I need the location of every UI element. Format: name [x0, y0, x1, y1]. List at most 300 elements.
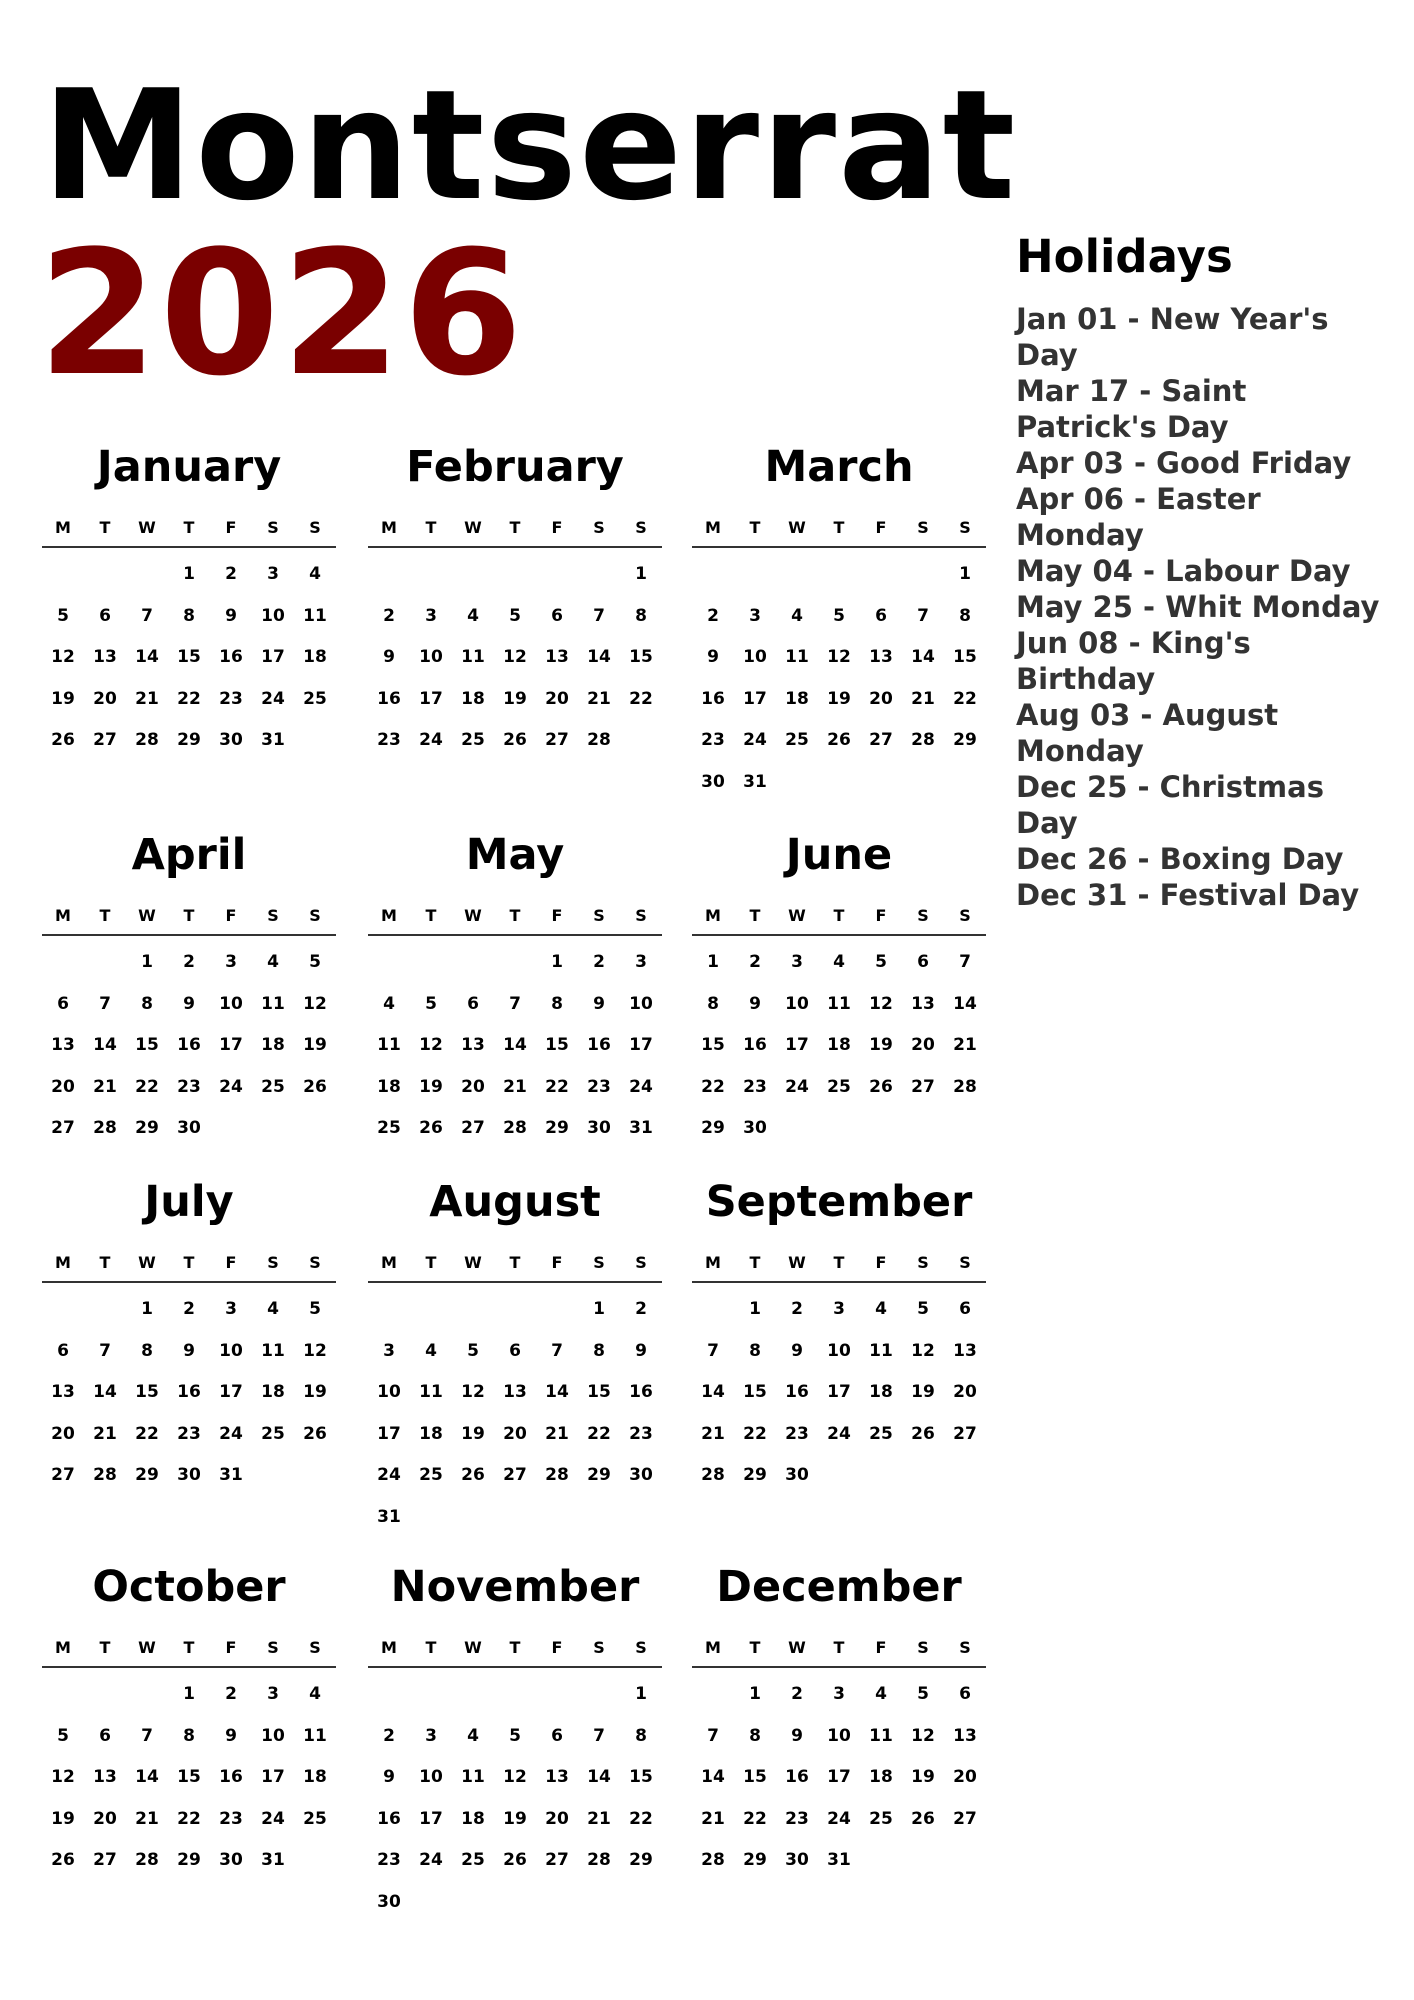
- day-cell: 11: [461, 647, 485, 667]
- day-cell: 18: [461, 688, 485, 709]
- day-cell: 30: [743, 1118, 767, 1138]
- day-cell: 24: [419, 730, 443, 750]
- day-cell: 25: [461, 1850, 485, 1870]
- weekday-header: M: [705, 1252, 721, 1272]
- month-name: February: [406, 442, 624, 492]
- days-grid: [42, 942, 336, 1150]
- weekday-header: S: [635, 1637, 647, 1657]
- day-cell: 16: [377, 1808, 401, 1829]
- day-cell: 30: [629, 1465, 653, 1485]
- day-cell: 23: [587, 1076, 611, 1097]
- holiday-item: Dec 26 - Boxing Day: [1016, 842, 1344, 876]
- day-cell: 10: [743, 647, 767, 667]
- empty-day-cell: [452, 1289, 494, 1331]
- weekday-header: S: [917, 905, 929, 925]
- day-cell: 21: [545, 1423, 569, 1444]
- day-cell: 6: [875, 605, 887, 626]
- day-cell: 18: [461, 1808, 485, 1829]
- empty-day-cell: [452, 942, 494, 984]
- day-cell: 12: [303, 993, 327, 1014]
- day-cell: 25: [461, 730, 485, 750]
- day-cell: 4: [309, 564, 321, 584]
- day-cell: 13: [869, 647, 893, 667]
- day-cell: 1: [749, 1684, 761, 1704]
- day-cell: 17: [827, 1767, 851, 1787]
- day-cell: 12: [419, 1035, 443, 1055]
- weekday-header: W: [138, 905, 156, 925]
- day-cell: 12: [911, 1340, 935, 1361]
- weekday-header: T: [509, 1252, 521, 1272]
- day-cell: 28: [93, 1465, 117, 1485]
- day-cell: 11: [785, 647, 809, 667]
- day-cell: 17: [219, 1382, 243, 1402]
- day-cell: 9: [791, 1340, 803, 1361]
- weekday-header: F: [551, 517, 563, 537]
- weekday-header: W: [464, 517, 482, 537]
- day-cell: 13: [953, 1340, 977, 1361]
- weekday-header: S: [593, 905, 605, 925]
- month-november: [368, 1560, 662, 1923]
- day-cell: 1: [183, 1684, 195, 1704]
- weekday-header: W: [788, 905, 806, 925]
- day-cell: 27: [869, 730, 893, 750]
- day-cell: 6: [959, 1684, 971, 1704]
- weekday-header-row: [692, 1628, 986, 1668]
- empty-day-cell: [536, 1674, 578, 1716]
- day-cell: 3: [383, 1340, 395, 1361]
- weekday-header: W: [138, 1637, 156, 1657]
- day-cell: 8: [959, 605, 971, 626]
- day-cell: 22: [743, 1423, 767, 1444]
- weekday-header: F: [225, 1252, 237, 1272]
- day-cell: 30: [377, 1891, 401, 1912]
- day-cell: 14: [587, 1767, 611, 1787]
- day-cell: 1: [635, 1684, 647, 1704]
- weekday-header: T: [749, 1637, 761, 1657]
- day-cell: 8: [635, 605, 647, 626]
- weekday-header: F: [875, 1637, 887, 1657]
- day-cell: 20: [545, 1808, 569, 1829]
- day-cell: 26: [911, 1808, 935, 1829]
- day-cell: 19: [869, 1035, 893, 1055]
- days-grid: [692, 554, 986, 803]
- day-cell: 30: [177, 1118, 201, 1138]
- weekday-header: T: [833, 1637, 845, 1657]
- day-cell: 2: [593, 952, 605, 972]
- day-cell: 16: [177, 1035, 201, 1055]
- days-grid: [42, 554, 336, 762]
- day-cell: 2: [707, 605, 719, 626]
- day-cell: 6: [57, 993, 69, 1014]
- day-cell: 3: [425, 605, 437, 626]
- day-cell: 1: [707, 952, 719, 972]
- day-cell: 12: [827, 647, 851, 667]
- weekday-header: M: [55, 517, 71, 537]
- day-cell: 15: [629, 647, 653, 667]
- day-cell: 7: [141, 605, 153, 626]
- days-grid: [368, 554, 662, 762]
- weekday-header: S: [635, 517, 647, 537]
- day-cell: 26: [827, 730, 851, 750]
- empty-day-cell: [84, 1289, 126, 1331]
- day-cell: 24: [827, 1423, 851, 1444]
- day-cell: 5: [509, 605, 521, 626]
- month-name: March: [764, 442, 914, 492]
- empty-day-cell: [692, 1674, 734, 1716]
- day-cell: 18: [377, 1076, 401, 1097]
- day-cell: 6: [917, 952, 929, 972]
- day-cell: 8: [183, 605, 195, 626]
- day-cell: 11: [303, 1725, 327, 1746]
- empty-day-cell: [692, 554, 734, 596]
- weekday-header-row: [368, 1243, 662, 1283]
- day-cell: 8: [749, 1725, 761, 1746]
- empty-day-cell: [776, 554, 818, 596]
- day-cell: 17: [261, 1767, 285, 1787]
- day-cell: 27: [51, 1465, 75, 1485]
- empty-day-cell: [84, 1674, 126, 1716]
- weekday-header: M: [705, 1637, 721, 1657]
- day-cell: 17: [419, 1808, 443, 1829]
- day-cell: 13: [545, 1767, 569, 1787]
- day-cell: 1: [183, 564, 195, 584]
- empty-day-cell: [452, 554, 494, 596]
- day-cell: 8: [141, 1340, 153, 1361]
- day-cell: 27: [953, 1423, 977, 1444]
- weekday-header: S: [267, 517, 279, 537]
- day-cell: 14: [911, 647, 935, 667]
- empty-day-cell: [368, 942, 410, 984]
- weekday-header: S: [267, 1637, 279, 1657]
- day-cell: 25: [419, 1465, 443, 1485]
- day-cell: 9: [225, 605, 237, 626]
- empty-day-cell: [42, 942, 84, 984]
- day-cell: 9: [383, 1767, 395, 1787]
- holiday-item: Apr 06 - Easter Monday: [1016, 482, 1261, 552]
- day-cell: 15: [701, 1035, 725, 1055]
- day-cell: 17: [743, 688, 767, 709]
- empty-day-cell: [42, 1289, 84, 1331]
- day-cell: 13: [93, 1767, 117, 1787]
- weekday-header: F: [551, 905, 563, 925]
- day-cell: 7: [99, 1340, 111, 1361]
- weekday-header: S: [917, 517, 929, 537]
- day-cell: 17: [785, 1035, 809, 1055]
- day-cell: 4: [267, 952, 279, 972]
- month-name: April: [131, 830, 247, 880]
- weekday-header: F: [225, 1637, 237, 1657]
- holiday-item: Jun 08 - King's Birthday: [1016, 626, 1251, 696]
- day-cell: 6: [551, 1725, 563, 1746]
- day-cell: 21: [701, 1808, 725, 1829]
- weekday-header: T: [99, 1252, 111, 1272]
- holiday-item: Aug 03 - August Monday: [1016, 698, 1279, 768]
- weekday-header: M: [381, 905, 397, 925]
- day-cell: 4: [383, 993, 395, 1014]
- day-cell: 10: [261, 1725, 285, 1746]
- day-cell: 29: [743, 1465, 767, 1485]
- day-cell: 27: [93, 1850, 117, 1870]
- day-cell: 11: [827, 993, 851, 1014]
- weekday-header: S: [635, 1252, 647, 1272]
- day-cell: 29: [177, 730, 201, 750]
- day-cell: 30: [587, 1118, 611, 1138]
- weekday-header: T: [749, 1252, 761, 1272]
- day-cell: 22: [545, 1076, 569, 1097]
- day-cell: 7: [707, 1340, 719, 1361]
- day-cell: 15: [743, 1767, 767, 1787]
- calendar-title: Montserrat: [42, 57, 1018, 234]
- weekday-header: T: [425, 1637, 437, 1657]
- day-cell: 14: [135, 647, 159, 667]
- month-name: July: [144, 1177, 234, 1227]
- day-cell: 19: [51, 688, 75, 709]
- day-cell: 10: [419, 647, 443, 667]
- day-cell: 28: [135, 1850, 159, 1870]
- weekday-header-row: [692, 508, 986, 548]
- day-cell: 1: [635, 564, 647, 584]
- day-cell: 8: [141, 993, 153, 1014]
- day-cell: 18: [827, 1035, 851, 1055]
- weekday-header: T: [833, 905, 845, 925]
- empty-day-cell: [494, 1289, 536, 1331]
- weekday-header: M: [381, 1637, 397, 1657]
- month-april: [42, 828, 336, 1150]
- day-cell: 11: [261, 1340, 285, 1361]
- weekday-header: M: [55, 1637, 71, 1657]
- weekday-header: T: [509, 517, 521, 537]
- day-cell: 19: [503, 1808, 527, 1829]
- day-cell: 27: [545, 730, 569, 750]
- day-cell: 17: [377, 1423, 401, 1444]
- day-cell: 18: [261, 1035, 285, 1055]
- weekday-header: S: [309, 1637, 321, 1657]
- weekday-header: S: [959, 517, 971, 537]
- day-cell: 21: [911, 688, 935, 709]
- day-cell: 7: [917, 605, 929, 626]
- day-cell: 5: [509, 1725, 521, 1746]
- weekday-header: F: [875, 517, 887, 537]
- day-cell: 5: [917, 1299, 929, 1319]
- day-cell: 8: [183, 1725, 195, 1746]
- weekday-header-row: [42, 508, 336, 548]
- day-cell: 14: [93, 1035, 117, 1055]
- day-cell: 21: [93, 1423, 117, 1444]
- weekday-header: S: [917, 1637, 929, 1657]
- weekday-header: W: [464, 1637, 482, 1657]
- day-cell: 18: [785, 688, 809, 709]
- empty-day-cell: [410, 942, 452, 984]
- day-cell: 12: [461, 1382, 485, 1402]
- weekday-header: S: [267, 1252, 279, 1272]
- day-cell: 5: [917, 1684, 929, 1704]
- day-cell: 13: [911, 993, 935, 1014]
- day-cell: 7: [509, 993, 521, 1014]
- day-cell: 5: [875, 952, 887, 972]
- month-name: June: [785, 830, 893, 880]
- day-cell: 22: [701, 1076, 725, 1097]
- weekday-header: S: [309, 517, 321, 537]
- day-cell: 9: [707, 647, 719, 667]
- weekday-header: W: [788, 1637, 806, 1657]
- day-cell: 20: [953, 1767, 977, 1787]
- month-name: December: [716, 1562, 962, 1612]
- day-cell: 19: [911, 1767, 935, 1787]
- weekday-header: T: [425, 517, 437, 537]
- day-cell: 28: [701, 1850, 725, 1870]
- day-cell: 12: [303, 1340, 327, 1361]
- day-cell: 23: [177, 1423, 201, 1444]
- day-cell: 21: [135, 1808, 159, 1829]
- weekday-header: S: [309, 905, 321, 925]
- weekday-header: S: [593, 1252, 605, 1272]
- day-cell: 5: [57, 1725, 69, 1746]
- empty-day-cell: [126, 1674, 168, 1716]
- weekday-header: M: [381, 517, 397, 537]
- empty-day-cell: [368, 1289, 410, 1331]
- empty-day-cell: [536, 554, 578, 596]
- day-cell: 2: [791, 1684, 803, 1704]
- day-cell: 4: [875, 1684, 887, 1704]
- holiday-list: [1016, 301, 1386, 913]
- day-cell: 8: [635, 1725, 647, 1746]
- day-cell: 26: [461, 1465, 485, 1485]
- weekday-header: F: [551, 1252, 563, 1272]
- month-october: [42, 1560, 336, 1882]
- day-cell: 12: [51, 647, 75, 667]
- day-cell: 27: [953, 1808, 977, 1829]
- weekday-header: T: [425, 1252, 437, 1272]
- day-cell: 2: [183, 952, 195, 972]
- day-cell: 6: [509, 1340, 521, 1361]
- day-cell: 18: [261, 1382, 285, 1402]
- day-cell: 22: [743, 1808, 767, 1829]
- day-cell: 19: [419, 1076, 443, 1097]
- day-cell: 4: [267, 1299, 279, 1319]
- holiday-item: Dec 31 - Festival Day: [1016, 878, 1360, 912]
- day-cell: 28: [701, 1465, 725, 1485]
- day-cell: 4: [875, 1299, 887, 1319]
- days-grid: [692, 1674, 986, 1882]
- day-cell: 16: [629, 1382, 653, 1402]
- day-cell: 18: [869, 1767, 893, 1787]
- day-cell: 11: [419, 1382, 443, 1402]
- day-cell: 30: [785, 1850, 809, 1870]
- day-cell: 19: [503, 688, 527, 709]
- weekday-header-row: [368, 896, 662, 936]
- day-cell: 16: [177, 1382, 201, 1402]
- day-cell: 20: [503, 1423, 527, 1444]
- day-cell: 4: [467, 1725, 479, 1746]
- day-cell: 12: [869, 993, 893, 1014]
- days-grid: [368, 1289, 662, 1538]
- day-cell: 17: [261, 647, 285, 667]
- day-cell: 22: [953, 688, 977, 709]
- day-cell: 7: [551, 1340, 563, 1361]
- day-cell: 31: [629, 1118, 653, 1138]
- empty-day-cell: [410, 1674, 452, 1716]
- day-cell: 6: [57, 1340, 69, 1361]
- day-cell: 15: [135, 1382, 159, 1402]
- day-cell: 20: [51, 1076, 75, 1097]
- day-cell: 11: [377, 1035, 401, 1055]
- empty-day-cell: [536, 1289, 578, 1331]
- day-cell: 10: [785, 993, 809, 1014]
- weekday-header: F: [875, 905, 887, 925]
- day-cell: 25: [261, 1076, 285, 1097]
- day-cell: 23: [377, 1850, 401, 1870]
- weekday-header: M: [55, 905, 71, 925]
- day-cell: 5: [309, 952, 321, 972]
- day-cell: 27: [911, 1076, 935, 1097]
- day-cell: 9: [183, 993, 195, 1014]
- day-cell: 29: [701, 1118, 725, 1138]
- day-cell: 3: [267, 564, 279, 584]
- day-cell: 11: [261, 993, 285, 1014]
- weekday-header: W: [464, 905, 482, 925]
- day-cell: 10: [827, 1725, 851, 1746]
- day-cell: 11: [303, 605, 327, 626]
- day-cell: 7: [141, 1725, 153, 1746]
- day-cell: 22: [135, 1423, 159, 1444]
- weekday-header: S: [917, 1252, 929, 1272]
- day-cell: 2: [791, 1299, 803, 1319]
- day-cell: 30: [219, 1850, 243, 1870]
- day-cell: 14: [587, 647, 611, 667]
- day-cell: 26: [869, 1076, 893, 1097]
- day-cell: 15: [177, 1767, 201, 1787]
- day-cell: 26: [303, 1423, 327, 1444]
- day-cell: 2: [749, 952, 761, 972]
- empty-day-cell: [410, 554, 452, 596]
- weekday-header: T: [425, 905, 437, 925]
- day-cell: 25: [261, 1423, 285, 1444]
- day-cell: 20: [93, 688, 117, 709]
- day-cell: 26: [503, 1850, 527, 1870]
- day-cell: 29: [953, 730, 977, 750]
- day-cell: 20: [869, 688, 893, 709]
- day-cell: 31: [377, 1506, 401, 1527]
- weekday-header: F: [225, 905, 237, 925]
- days-grid: [692, 1289, 986, 1497]
- day-cell: 11: [461, 1767, 485, 1787]
- day-cell: 27: [93, 730, 117, 750]
- day-cell: 31: [219, 1465, 243, 1485]
- month-name: August: [429, 1177, 601, 1227]
- day-cell: 9: [791, 1725, 803, 1746]
- day-cell: 14: [953, 993, 977, 1014]
- holiday-item: May 04 - Labour Day: [1016, 554, 1351, 588]
- holiday-item: Dec 25 - Christmas Day: [1016, 770, 1324, 840]
- day-cell: 3: [635, 952, 647, 972]
- day-cell: 12: [911, 1725, 935, 1746]
- day-cell: 18: [303, 647, 327, 667]
- day-cell: 15: [545, 1035, 569, 1055]
- day-cell: 25: [303, 688, 327, 709]
- empty-day-cell: [42, 1674, 84, 1716]
- day-cell: 17: [629, 1035, 653, 1055]
- day-cell: 25: [377, 1118, 401, 1138]
- day-cell: 10: [419, 1767, 443, 1787]
- day-cell: 30: [219, 730, 243, 750]
- day-cell: 27: [503, 1465, 527, 1485]
- day-cell: 6: [99, 605, 111, 626]
- day-cell: 17: [827, 1382, 851, 1402]
- day-cell: 26: [303, 1076, 327, 1097]
- weekday-header: F: [551, 1637, 563, 1657]
- day-cell: 19: [303, 1035, 327, 1055]
- weekday-header: S: [593, 1637, 605, 1657]
